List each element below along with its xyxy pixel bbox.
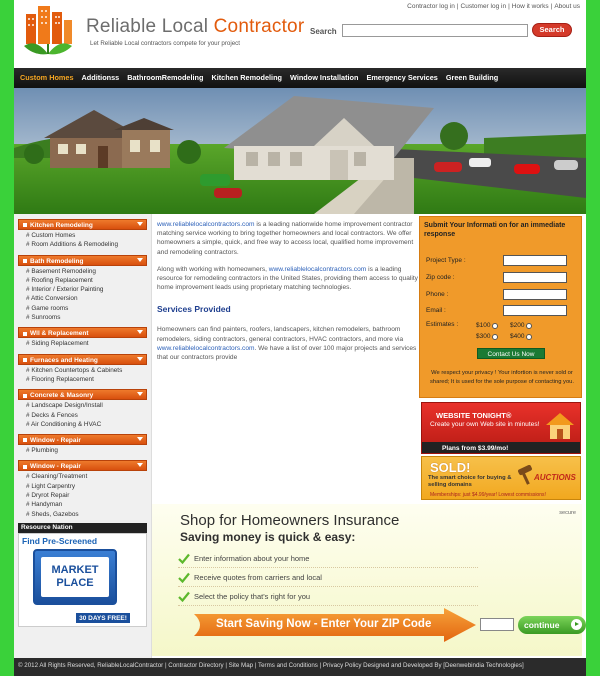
list-item	[178, 551, 478, 568]
form-title: Submit Your Informati on for an immediate response	[424, 222, 566, 238]
nav-additions[interactable]: Additionss	[81, 73, 120, 82]
sidebar-category	[18, 219, 147, 250]
tagline: Let Reliable Local contractors compete for your project	[90, 40, 240, 47]
bullet-icon	[23, 438, 27, 442]
search-button[interactable]: Search	[532, 23, 572, 37]
resource-nation-title: Resource Nation	[18, 523, 147, 533]
category-header-concrete-masonry[interactable]	[18, 389, 147, 400]
site-title-part2: Contractor	[213, 16, 305, 37]
nav-bathroom-remodeling[interactable]: BathroomRemodeling	[127, 73, 204, 82]
category-title: Window - Repair	[30, 437, 81, 445]
list-item[interactable]: # Flooring Replacement	[26, 375, 94, 383]
paragraph-text: is a leading resource for remodeling contractors in the United States, providing them access to quality home improvement leads using proprietary matching technologies.	[157, 265, 418, 292]
paragraph-text: is a leading nationwide home improvement contractor matching service working to bring together homeowners and local contractors. We offer homeowners a simple, quick, and free way to access local, qualified home improvement and remodeling contractors.	[157, 221, 414, 256]
list-item[interactable]: # Cleaning/Treatment	[26, 473, 88, 481]
category-title: Wll & Replacement	[30, 330, 89, 338]
marketplace-sign-icon	[33, 549, 117, 605]
ad-fine-print: Memberships: just $4.99/year! Lowest commissions!	[430, 492, 546, 498]
insurance-title: Shop for Homeowners Insurance	[180, 512, 400, 529]
cta-text: Start Saving Now - Enter Your ZIP Code	[216, 618, 432, 630]
nav-window-installation[interactable]: Window Installation	[290, 73, 359, 82]
phone-input[interactable]	[503, 289, 567, 300]
sidebar-category	[18, 389, 147, 429]
category-header-wall-replacement[interactable]	[18, 327, 147, 338]
marketplace-ad[interactable]	[18, 533, 147, 627]
checkmark-icon	[178, 591, 190, 602]
ad-brand: AUCTIONS	[534, 473, 576, 482]
site-link[interactable]: www.reliablelocalcontractors.com	[268, 265, 367, 273]
sidebar-category	[18, 327, 147, 348]
list-item[interactable]: # Kitchen Countertops & Cabinets	[26, 366, 123, 374]
project-type-input[interactable]	[503, 255, 567, 266]
list-item[interactable]: # Decks & Fences	[26, 411, 78, 419]
footer: © 2012 All Rights Reserved, ReliableLocalContractor | Contractor Directory | Site Map | Terms and Conditions | Privacy Policy Designed and Developed By [Deenwebindia Technologies]	[14, 658, 586, 676]
bullet-icon	[23, 332, 27, 336]
sidebar-category	[18, 434, 147, 455]
list-item[interactable]: # Interior / Exterior Painting	[26, 286, 104, 294]
list-item[interactable]: # Game rooms	[26, 304, 69, 312]
list-item[interactable]: # Plumbing	[26, 447, 58, 455]
category-header-bath-remodeling[interactable]	[18, 255, 147, 266]
bullet-icon	[23, 394, 27, 398]
services-paragraph	[157, 325, 419, 362]
estimate-option-200[interactable]	[510, 322, 532, 329]
domain-auctions-ad[interactable]	[421, 456, 581, 500]
chevron-down-icon	[137, 330, 143, 334]
list-item[interactable]: # Siding Replacement	[26, 340, 89, 348]
chevron-down-icon	[137, 258, 143, 262]
market-line-1: MARKET	[51, 563, 99, 576]
list-item[interactable]: # Room Additions & Remodeling	[26, 241, 119, 249]
insurance-steps	[178, 551, 478, 608]
house-icon	[544, 411, 576, 441]
how-it-works-link[interactable]: How it works	[511, 3, 549, 10]
chevron-down-icon	[137, 357, 143, 361]
site-link[interactable]: www.reliablelocalcontractors.com	[157, 344, 255, 352]
project-type-label: Project Type :	[426, 257, 466, 264]
estimate-label: $100	[476, 322, 491, 329]
email-input[interactable]	[503, 305, 567, 316]
nav-green-building[interactable]: Green Building	[445, 73, 499, 82]
paragraph-text: . We have a list of over 100 major projects and services that our contractors provide	[157, 344, 417, 362]
contractors-paragraph	[157, 265, 419, 293]
category-header-kitchen-remodeling[interactable]	[18, 219, 147, 230]
site-link[interactable]: www.reliablelocalcontractors.com	[157, 221, 255, 228]
phone-label: Phone :	[426, 291, 449, 298]
nav-emergency-services[interactable]: Emergency Services	[366, 73, 438, 82]
chevron-down-icon	[137, 463, 143, 467]
radio-button[interactable]	[526, 323, 532, 329]
site-title[interactable]	[86, 16, 304, 38]
ad-price: Plans from $3.99/mo!	[442, 445, 509, 452]
list-item[interactable]: # Basement Remodeling	[26, 267, 96, 275]
estimate-label: $400	[510, 333, 525, 340]
list-item	[178, 570, 478, 587]
category-title: Concrete & Masonry	[30, 392, 94, 400]
category-title: Furnaces and Heating	[30, 356, 98, 364]
paragraph-text: Along with working with homeowners,	[157, 265, 269, 273]
bullet-icon	[23, 259, 27, 263]
list-item[interactable]: # Handyman	[26, 501, 63, 509]
privacy-note: We respect your privacy ! Your infortion is never sold or shared; It is used for the sole purpose of contacting you.	[429, 370, 575, 385]
marketplace-sign-text	[41, 557, 109, 597]
website-tonight-ad[interactable]	[421, 402, 581, 454]
search-label: Search	[310, 27, 337, 36]
about-us-link[interactable]: About us	[554, 3, 580, 10]
radio-button[interactable]	[492, 323, 498, 329]
quote-form	[419, 216, 582, 398]
main-content	[157, 220, 419, 370]
zip-code-label: Zip code :	[426, 274, 455, 281]
sidebar-category	[18, 255, 147, 323]
market-line-2: PLACE	[56, 576, 94, 589]
list-item[interactable]: # Light Carpentry	[26, 482, 76, 490]
customer-login-link[interactable]: Customer log in	[460, 3, 507, 10]
continue-button[interactable]	[518, 616, 586, 634]
bullet-icon	[23, 358, 27, 362]
radio-button[interactable]	[526, 334, 532, 340]
step-text: Select the policy that's right for you	[194, 592, 311, 601]
list-item[interactable]: # Attic Conversion	[26, 295, 78, 303]
checkmark-icon	[178, 572, 190, 583]
site-title-part1: Reliable Local	[86, 16, 209, 37]
sidebar-category	[18, 460, 147, 518]
chevron-down-icon	[137, 222, 143, 226]
ad-title: WEBSITE TONIGHT®	[436, 411, 512, 420]
intro-paragraph	[157, 220, 419, 257]
list-item[interactable]: # Sunrooms	[26, 314, 61, 322]
ad-line: Create your own Web site in minutes!	[430, 421, 540, 428]
nav-kitchen-remodeling[interactable]: Kitchen Remodeling	[211, 73, 282, 82]
estimate-option-400[interactable]	[510, 333, 532, 340]
sidebar	[14, 214, 152, 658]
list-item	[178, 589, 478, 606]
page	[14, 0, 586, 676]
bullet-icon	[23, 223, 27, 227]
nav-custom-homes[interactable]: Custom Homes	[20, 73, 74, 82]
contact-us-button[interactable]: Contact Us Now	[477, 348, 545, 359]
ad-title: SOLD!	[430, 460, 471, 475]
marketplace-heading: Find Pre-Screened	[22, 535, 98, 546]
category-header-window-repair[interactable]	[18, 434, 147, 445]
logo-buildings-icon[interactable]	[20, 4, 76, 62]
checkmark-icon	[178, 553, 190, 564]
insurance-subtitle: Saving money is quick & easy:	[180, 530, 356, 544]
list-item[interactable]: # Dryrot Repair	[26, 492, 70, 500]
hero-banner-image	[14, 88, 586, 214]
zip-code-input[interactable]	[503, 272, 567, 283]
estimate-label: $300	[476, 333, 491, 340]
secure-label: secure	[559, 510, 576, 516]
estimate-option-100[interactable]	[476, 322, 498, 329]
top-links: Contractor log in | Customer log in | How it works | About us	[407, 3, 580, 10]
list-item[interactable]: # Sheds, Gazebos	[26, 510, 79, 518]
continue-label: continue	[524, 620, 560, 630]
list-item[interactable]: # Landscape Design/Install	[26, 402, 103, 410]
email-label: Email :	[426, 307, 446, 314]
sidebar-category	[18, 354, 147, 385]
chevron-down-icon	[137, 392, 143, 396]
bullet-icon	[23, 465, 27, 469]
category-title: Window - Repair	[30, 463, 81, 471]
list-item[interactable]: # Air Conditioning & HVAC	[26, 420, 102, 428]
insurance-banner	[152, 504, 582, 656]
header	[14, 0, 586, 68]
arrow-right-icon	[571, 619, 582, 630]
list-item[interactable]: # Custom Homes	[26, 232, 76, 239]
category-title: Bath Remodeling	[30, 257, 84, 265]
main-nav	[14, 68, 586, 88]
free-trial-badge: 30 DAYS FREE!	[75, 612, 131, 624]
search-input[interactable]	[342, 24, 528, 37]
category-title: Kitchen Remodeling	[30, 222, 93, 229]
contractor-login-link[interactable]: Contractor log in	[407, 3, 455, 10]
services-heading: Services Provided	[157, 304, 231, 315]
category-header-furnaces-heating[interactable]	[18, 354, 147, 365]
ad-line: The smart choice for buying & selling domains	[428, 475, 512, 488]
estimate-option-300[interactable]	[476, 333, 498, 340]
estimate-label: $200	[510, 322, 525, 329]
chevron-down-icon	[137, 437, 143, 441]
step-text: Receive quotes from carriers and local	[194, 573, 322, 582]
paragraph-text: Homeowners can find painters, roofers, landscapers, kitchen remodelers, bathroom remodelers, siding contractors, general contractors, HVAC contractors, and more via	[157, 326, 404, 343]
category-header-window-repair-2[interactable]	[18, 460, 147, 471]
zip-input[interactable]	[480, 618, 514, 631]
list-item[interactable]: # Roofing Replacement	[26, 276, 93, 284]
step-text: Enter information about your home	[194, 554, 310, 563]
estimates-label: Estimates :	[426, 321, 459, 328]
radio-button[interactable]	[492, 334, 498, 340]
